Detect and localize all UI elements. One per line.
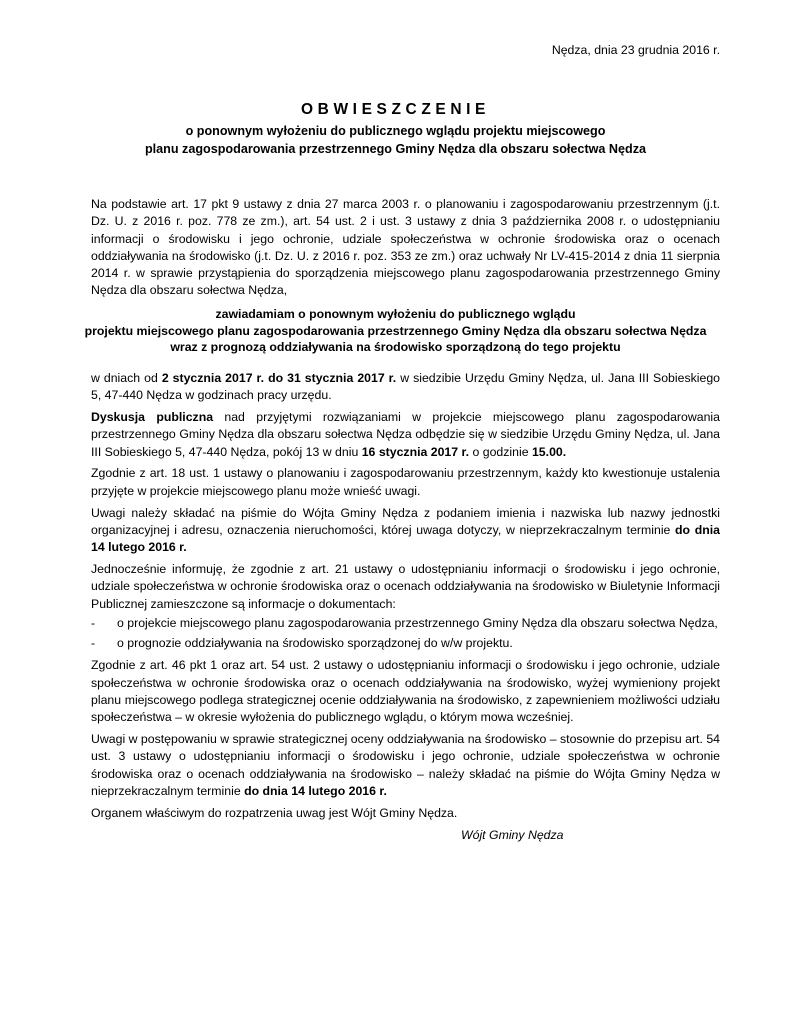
public-discussion-paragraph [91, 409, 720, 461]
dash-marker: - [91, 636, 96, 651]
notice-statement [0, 306, 791, 356]
document-body [91, 370, 720, 827]
discussion-date: 16 stycznia 2017 r. [361, 444, 470, 459]
discussion-time: 15.00. [531, 444, 567, 459]
notice-line-2: projektu miejscowego planu zagospodarowania przestrzennego Gminy Nędza dla obszaru sołectwa Nędza [84, 323, 707, 338]
legal-basis-paragraph: Na podstawie art. 17 pkt 9 ustawy z dnia 27 marca 2003 r. o planowaniu i zagospodarowaniu przestrzennym (j.t. Dz. U. z 2016 r. poz. 778 ze zm.), art. 54 ust. 2 i ust. 3 ustawy z dnia 3 października 2008 r. o udostępnianiu informacji o środowisku i jego ochronie, udziale społeczeństwa w ochronie środowiska oraz o ocenach oddziaływania na środowisko (j.t. Dz. U. z 2016 r. poz. 353 ze zm.) oraz uchwały Nr LV-415-2014 z dnia 11 sierpnia 2014 r. w sprawie przystąpienia do sporządzenia miejscowego planu zagospodarowania przestrzennego Gminy Nędza dla obszaru sołectwa Nędza, [91, 197, 720, 298]
notice-line-1: zawiadamiam o ponownym wyłożeniu do publicznego wglądu [215, 307, 576, 321]
notice-line-3: wraz z prognozą oddziaływania na środowisko sporządzoną do tego projektu [170, 340, 621, 354]
exhibition-period-paragraph [91, 370, 720, 405]
text-run: w siedzibie Urzędu Gminy Nędza, ul. Jana III Sobieskiego 5, 47-440 Nędza w godzinach pracy urzędu. [91, 371, 720, 403]
document-title: OBWIESZCZENIE [301, 101, 490, 118]
comments-submission-paragraph [91, 505, 720, 557]
submission-deadline: do dnia 14 lutego 2016 r. [91, 522, 720, 555]
assessment-deadline: do dnia 14 lutego 2016 r. [244, 784, 387, 799]
text-run: Uwagi w postępowaniu w sprawie strategicznej oceny oddziaływania na środowisko – stosownie do przepisu art. 54 ust. 3 ustawy o udostępnianiu informacji o środowisku i jego ochronie, udziale społeczeństwa w ochronie środowiska oraz o ocenach oddziaływania na środowisko – należy składać na piśmie do Wójta Gminy Nędza w nieprzekraczalnym terminie [91, 732, 720, 799]
public-discussion-label: Dyskusja publiczna [91, 410, 214, 425]
document-date: Nędza, dnia 23 grudnia 2016 r. [551, 43, 720, 57]
subtitle-line-2: planu zagospodarowania przestrzennego Gminy Nędza dla obszaru sołectwa Nędza [144, 141, 647, 156]
text-run: nad przyjętymi rozwiązaniami w projekcie miejscowego planu zagospodarowania przestrzennego Gminy Nędza dla obszaru sołectwa Nędza odbędzie się w siedzibie Urzędu Gminy Nędza, ul. Jana III Sobieskiego 5, 47-440 Nędza, pokój 13 w dniu [91, 410, 720, 459]
competent-authority-paragraph: Organem właściwym do rozpatrzenia uwag jest Wójt Gminy Nędza. [91, 805, 458, 820]
dash-marker: - [91, 615, 96, 630]
signature: Wójt Gminy Nędza [461, 828, 564, 842]
list-item-text: o prognozie oddziaływania na środowisko sporządzonej do w/w projektu. [117, 636, 513, 651]
text-run: o godzinie [469, 444, 532, 459]
strategic-assessment-paragraph: Zgodnie z art. 46 pkt 1 oraz art. 54 ust. 2 ustawy o udostępnianiu informacji o środowisku i jego ochronie, udziale społeczeństwa w ochronie środowiska oraz o ocenach oddziaływania na środowisko, wyżej wymieniony projekt planu miejscowego podlega strategicznej ocenie oddziaływania na środowisko, z zapewnieniem możliwości udziału społeczeństwa – w okresie wyłożenia do publicznego wglądu, o którym mowa wcześniej. [91, 658, 720, 725]
list-item [91, 615, 720, 632]
list-item-text: o projekcie miejscowego planu zagospodarowania przestrzennego Gminy Nędza dla obszaru sołectwa Nędza, [117, 615, 718, 630]
list-item [91, 635, 720, 652]
comments-right-paragraph: Zgodnie z art. 18 ust. 1 ustawy o planowaniu i zagospodarowaniu przestrzennym, każdy kto kwestionuje ustalenia przyjęte w projekcie miejscowego planu może wnieść uwagi. [91, 466, 720, 498]
document-subtitle [0, 123, 791, 158]
bip-information-paragraph: Jednocześnie informuję, że zgodnie z art. 21 ustawy o udostępnianiu informacji o środowisku i jego ochronie, udziale społeczeństwa w ochronie środowiska oraz o ocenach oddziaływania na środowisko w Biuletynie Informacji Publicznej zamieszczone są informacje o dokumentach: [91, 561, 720, 611]
subtitle-line-1: o ponownym wyłożeniu do publicznego wglądu projektu miejscowego [185, 124, 606, 138]
text-run: Uwagi należy składać na piśmie do Wójta Gminy Nędza z podaniem imienia i nazwiska lub nazwy jednostki organizacyjnej i adresu, oznaczenia nieruchomości, której uwaga dotyczy, w nieprzekraczalnym terminie [91, 505, 720, 537]
assessment-comments-paragraph [91, 731, 720, 800]
exhibition-dates: 2 stycznia 2017 r. do 31 stycznia 2017 r. [161, 371, 397, 385]
text-run: w dniach od [91, 371, 162, 385]
